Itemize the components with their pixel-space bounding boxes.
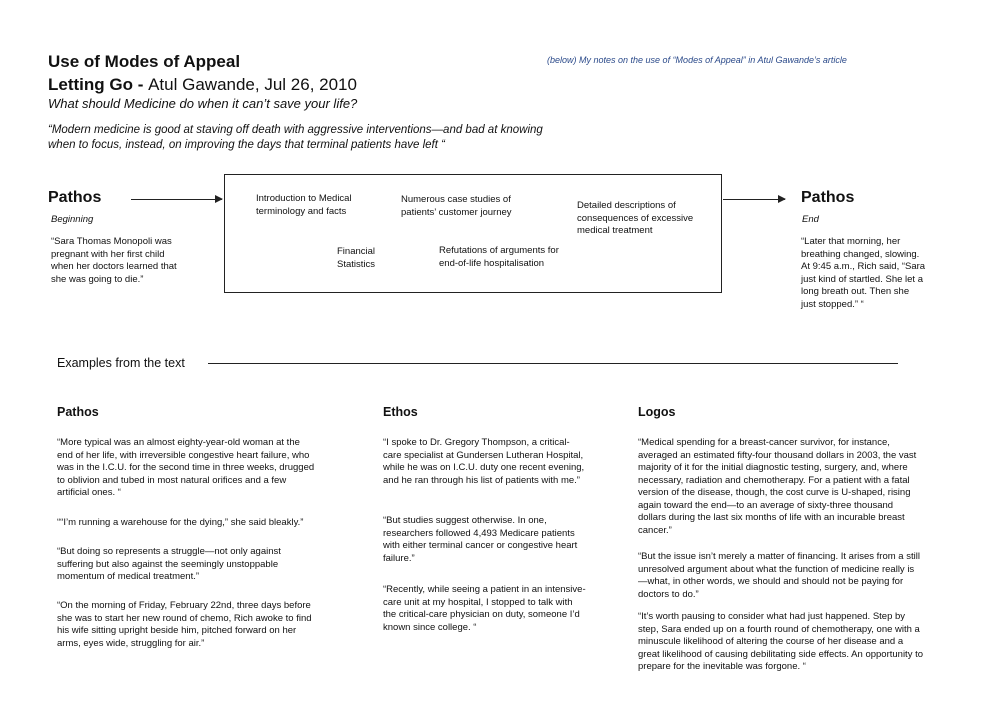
article-name: Letting Go — [48, 75, 133, 94]
left-arrow-icon — [131, 199, 222, 200]
left-pathos-text: “Sara Thomas Monopoli was pregnant with her first child when her doctors learned that she was going to die.” — [51, 236, 177, 285]
pathos-example-3: “But doing so represents a struggle—not only against suffering but also against the seemingly unstoppable momentum of medical treatment.” — [57, 546, 281, 582]
subtitle-separator: - — [132, 75, 149, 94]
box-item-intro: Introduction to Medical terminology and facts — [256, 193, 352, 217]
examples-label: Examples from the text — [57, 356, 185, 370]
left-pathos-label: Beginning — [51, 214, 94, 225]
box-item-descriptions: Detailed descriptions of consequences of excessive medical treatment — [577, 200, 694, 236]
section-divider — [208, 363, 898, 364]
box-item-case-studies: Numerous case studies of patients’ customer journey — [401, 194, 512, 218]
ethos-column-heading: Ethos — [383, 405, 418, 419]
logos-column-heading: Logos — [638, 405, 676, 419]
logos-example-3: “It’s worth pausing to consider what had just happened. Step by step, Sara ended up on a fourth round of chemotherapy, one with a minuscule likelihood of altering the course of her disease and a great likelihood of causing debilitating side effects. An opportunity to prepare for the inevitable was forgone. “ — [638, 611, 924, 672]
article-question: What should Medicine do when it can’t save your life? — [48, 96, 358, 111]
right-pathos-label: End — [802, 214, 819, 225]
box-item-financial: Financial Statistics — [337, 246, 376, 270]
pathos-example-2: ““I’m running a warehouse for the dying,” she said bleakly.” — [57, 517, 304, 528]
right-pathos-heading: Pathos — [801, 189, 855, 206]
notes-caption: (below) My notes on the use of “Modes of Appeal” in Atul Gawande’s article — [547, 55, 847, 65]
ethos-example-1: “I spoke to Dr. Gregory Thompson, a critical-care specialist at Gundersen Lutheran Hospital, while he was on I.C.U. duty one recent evening, and he ran through his list of patients with me.” — [383, 437, 585, 486]
pathos-example-1: “More typical was an almost eighty-year-old woman at the end of her life, with irreversible congestive heart failure, who was in the I.C.U. for the second time in three weeks, drugged to oblivion and tubed in most natural orifices and a few artificial ones. “ — [57, 437, 315, 498]
left-pathos-heading: Pathos — [48, 189, 102, 206]
article-subtitle — [48, 75, 357, 95]
ethos-example-3: “Recently, while seeing a patient in an intensive-care unit at my hospital, I stopped to talk with the critical-care physician on duty, someone I’d known since college. “ — [383, 584, 586, 633]
logos-example-2: “But the issue isn’t merely a matter of financing. It arises from a still unresolved argument about what the function of medicine really is—what, in other words, we should and should not be paying for doctors to do.” — [638, 551, 920, 600]
box-item-refutations: Refutations of arguments for end-of-life hospitalisation — [439, 245, 559, 269]
logos-example-1: “Medical spending for a breast-cancer survivor, for instance, averaged an estimated fifty-four thousand dollars in 2003, the vast majority of it for the initial diagnostic testing, surgery, and, where necessary, radiation and chemotherapy. For a patient with a fatal version of the disease, though, the cost curve is U-shaped, rising again toward the end—to an average of sixty-three thousand dollars during the last six months of life with an incurable breast cancer.” — [638, 437, 917, 536]
article-quote: “Modern medicine is good at staving off death with aggressive interventions—and bad at knowing when to focus, instead, on improving the days that terminal patients have left “ — [48, 124, 543, 151]
right-pathos-text: “Later that morning, her breathing changed, slowing. At 9:45 a.m., Rich said, “Sara just kind of startled. She let a long breath out. Then she just stopped.” “ — [801, 236, 926, 310]
page-title: Use of Modes of Appeal — [48, 52, 241, 71]
article-author-date: Atul Gawande, Jul 26, 2010 — [148, 75, 357, 94]
pathos-example-4: “On the morning of Friday, February 22nd, three days before she was to start her new round of chemo, Rich awoke to find his wife sitting upright beside him, pitched forward on her arms, eyes wide, struggling for air.” — [57, 600, 312, 649]
right-arrow-icon — [723, 199, 785, 200]
pathos-column-heading: Pathos — [57, 405, 99, 419]
ethos-example-2: “But studies suggest otherwise. In one, researchers followed 4,493 Medicare patients with either terminal cancer or congestive heart failure.” — [383, 515, 578, 564]
